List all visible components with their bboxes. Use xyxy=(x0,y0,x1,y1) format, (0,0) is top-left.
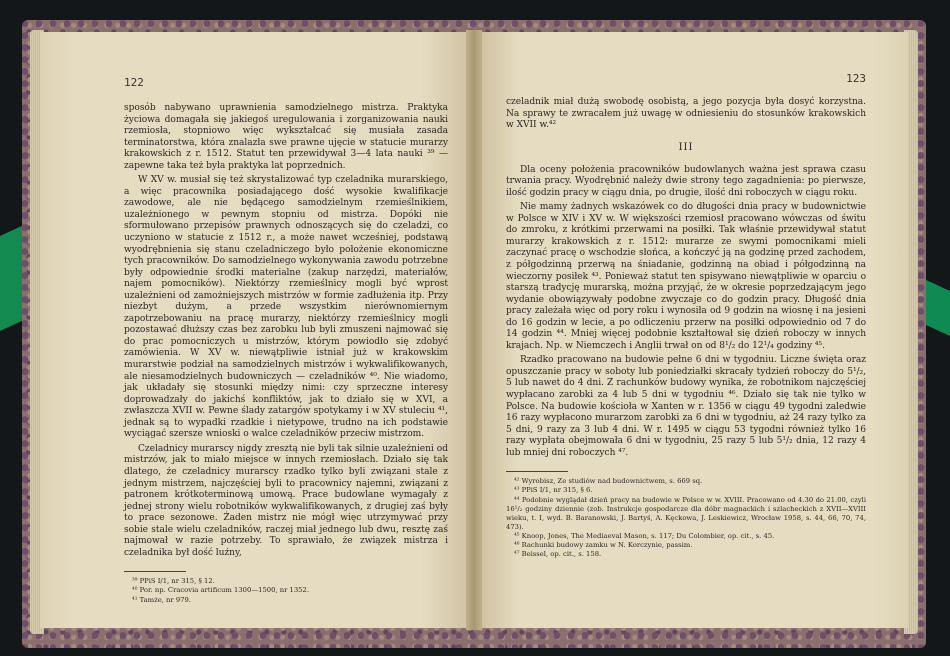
footnote: ³⁹ PPiS I/1, nr 315, § 12. xyxy=(132,577,215,586)
left-page-body xyxy=(124,103,448,559)
footnote: ⁴³ PPiS I/1, nr 315, § 6. xyxy=(514,486,593,495)
paragraph: Rzadko pracowano na budowie pełne 6 dni w tygodniu. Liczne święta oraz opuszczanie pracy w soboty lub poniedziałki skracały tydzień roboczy do 5¹/₂, 5 lub nawet do 4 dni. Z rachunków budowy wynika, że robotnikom najczęściej wypłacano zarobki za 4 lub 5 dni w tygodniu ⁴⁶. Działo się tak nie tylko w Polsce. Na budowie kościoła w Xanten w r. 1356 w ciągu 49 tygodni zaledwie 16 razy wypłacono murarzom zarobki za 6 dni w tygodniu, aż 24 razy tylko za 5 dni, 9 razy za 3 lub 4 dni. W r. 1495 w ciągu 53 tygodni również tylko 16 razy wypłata obejmowała 6 dni w tygodniu, 25 razy 5 lub 5¹/₂ dnia, 12 razy 4 lub mniej dni roboczych ⁴⁷. xyxy=(506,355,866,458)
paragraph: W XV w. musiał się też skrystalizować typ czeladnika murarskiego, a więc pracownika posiadającego dość wysokie kwalifikacje zawodowe, ale nie będącego samodzielnym rzemieślnikiem, uzależnionego w pewnym stopniu od mistrza. Dopóki nie sformułowano przepisów prawnych odnoszących się do czeladzi, co uczyniono w statucie z 1512 r., a może nawet wcześniej, podstawą wyodrębnienia się stanu czeladniczego było położenie ekonomiczne tych pracowników. Do samodzielnego wykonywania zawodu potrzebne były odpowiednie środki materialne (zakup narzędzi, materiałów, najem pomocników). Niektórzy rzemieślnicy mogli być wprost uzależnieni od zamożniejszych mistrzów w formie zadłużenia itp. Przy niezbyt dużym, a przede wszystkim nierównomiernym zapotrzebowaniu na pracę murarzy, niektórzy rzemieślnicy mogli pozostawać dłuższy czas bez zarobku lub byli zmuszeni najmować się do prac pomocniczych u mistrzów, którym powiodło się zdobyć zamówienia. W XV w. niewątpliwie istniał już w krakowskim murarstwie podział na samodzielnych mistrzów i wykwalifikowanych, ale niesamodzielnych budowniczych — czeladników ⁴⁰. Nie wiadomo, jak układały się stosunki między nimi: czy sprzeczne interesy doprowadzały do jakichś konfliktów, jak to działo się w XVI, a zwłaszcza XVII w. Pewne ślady zatargów spotykamy i w XV stuleciu ⁴¹, jednak są to wypadki rzadkie i nietypowe, trudno na ich podstawie wyciągać szersze wnioski o walce czeladników przeciw mistrzom. xyxy=(124,175,448,440)
right-footnotes xyxy=(506,477,866,559)
footnote: ⁴¹ Tamże, nr 979. xyxy=(132,595,191,604)
paragraph: Dla oceny położenia pracowników budowlanych ważna jest sprawa czasu trwania pracy. Wyodrębnić należy dwie strony tego zagadnienia: po pierwsze, ilość godzin pracy w ciągu dnia, po drugie, ilość dni roboczych w ciągu roku. xyxy=(506,164,866,198)
paragraph: sposób nabywano uprawnienia samodzielnego mistrza. Praktyka życiowa domagała się jakiegoś uregulowania i zorganizowania nauki rzemiosła, stopniowo więc wykształcać się musiała zasada terminatorstwa, która znalazła swe prawne ujęcie w statucie murarzy krakowskich z r. 1512. Statut ten przewidywał 3—4 lata nauki ³⁹ — zapewne taka też była praktyka lat poprzednich. xyxy=(124,103,448,171)
left-page xyxy=(40,32,472,628)
paragraph: Nie mamy żadnych wskazówek co do długości dnia pracy w budownictwie w Polsce w XIV i XV w. W większości rzemiosł pracowano wówczas od świtu do zmroku, z krótkimi przerwami na posiłki. Tak właśnie przewidywał statut murarzy krakowskich z r. 1512: murarze ze swymi pomocnikami mieli zaczynać pracę o wschodzie słońca, a kończyć ją na godzinę przed zachodem, z półgodzinną przerwą na śniadanie, godzinną na obiad i półgodzinną na wieczorny posiłek ⁴³. Ponieważ statut ten spisywano niewątpliwie w oparciu o starszą tradycję murarską, można przyjąć, że w okresie poprzedzającym jego wydanie obowiązywały podobne zwyczaje co do godzin pracy. Długość dnia pracy zależała więc od pory roku i wynosiła od 9 godzin na wiosnę i na jesieni do 16 godzin w lecie, a po odliczeniu przerw na posiłki odpowiednio od 7 do 14 godzin ⁴⁴. Mniej więcej podobnie kształtował się dzień roboczy w innych krajach. Np. w Niemczech i Anglii trwał on od 8¹/₂ do 12¹/₄ godziny ⁴⁵. xyxy=(506,202,866,351)
footnote-rule xyxy=(124,571,186,572)
page-number-left: 122 xyxy=(124,76,144,89)
footnote: ⁴⁴ Podobnie wyglądał dzień pracy na budowie w Polsce w w. XVIII. Pracowano od 4.30 do 21.00, czyli 16¹/₂ godziny dziennie (zob. Instrukcje gospodarcze dla dóbr magnackich i szlacheckich z XVII—XVIII wieku, t. I, wyd. B. Baranowski, J. Bartyś, A. Kęckowa, J. Leskiewicz, Wrocław 1958, s. 44, 66, 70, 74, 473). xyxy=(506,495,866,531)
footnote-rule xyxy=(506,471,568,472)
book-gutter xyxy=(466,30,482,630)
page-number-right: 123 xyxy=(846,72,866,85)
footnote: ⁴⁷ Beissel, op. cit., s. 158. xyxy=(514,550,602,559)
left-footnotes xyxy=(124,577,448,604)
green-bookmark-right xyxy=(924,279,950,336)
right-page-body xyxy=(506,97,866,459)
paragraph: Czeladnicy murarscy nigdy zresztą nie byli tak silnie uzależnieni od mistrzów, jak to miało miejsce w innych rzemiosłach. Działo się tak dlatego, że czeladnicy murarscy rzadko tylko byli związani stale z jednym mistrzem, najczęściej byli to pracownicy najemni, związani z patronem krótkoterminową umową. Prace budowlane wymagały z jednej strony wielu robotników wykwalifikowanych, z drugiej zaś były to prace sezonowe. Żaden mistrz nie mógł więc utrzymywać przy sobie stale wielu czeladników, raczej miał jednego lub dwu, resztę zaś najmował w razie potrzeby. To sprawiało, że związek mistrza i czeladnika był dość luźny, xyxy=(124,443,448,558)
footnote: ⁴⁵ Knoop, Jones, The Mediaeval Mason, s. 117; Du Colombier, op. cit., s. 45. xyxy=(514,531,775,540)
section-heading: III xyxy=(678,141,694,153)
right-page xyxy=(476,32,908,628)
footnote: ⁴⁰ Por. np. Cracovia artificum 1300—1500, nr 1352. xyxy=(132,586,309,595)
footnote: ⁴² Wyrobisz, Ze studiów nad budownictwem, s. 669 sq. xyxy=(514,477,703,486)
paragraph: czeladnik miał dużą swobodę osobistą, a jego pozycja była dosyć korzystna. Na sprawy te zwracałem już uwagę w odniesieniu do stosunków krakowskich w XVII w.⁴² xyxy=(506,97,866,131)
footnote: ⁴⁶ Rachunki budowy zamku w N. Korczynie, passim. xyxy=(514,540,693,549)
